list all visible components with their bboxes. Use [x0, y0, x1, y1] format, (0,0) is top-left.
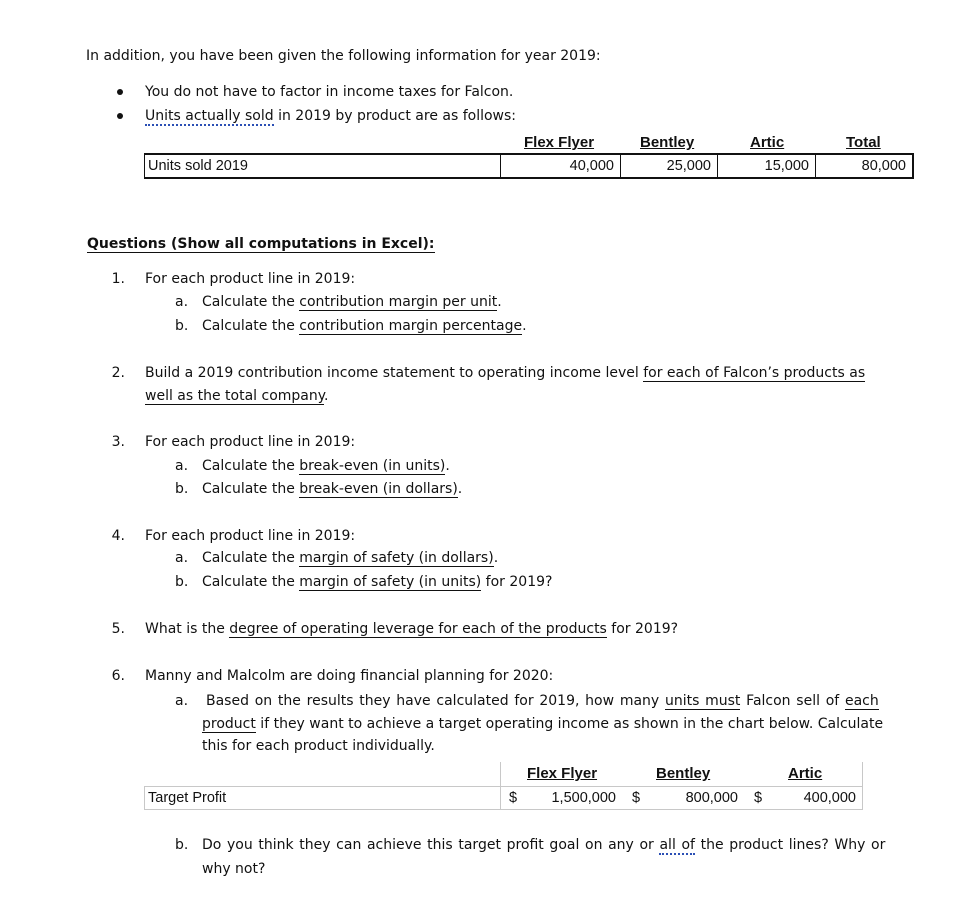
q6-a-letter: a. — [175, 693, 189, 709]
bullet-dot — [117, 89, 123, 95]
table-gridline — [500, 762, 501, 810]
q6-b-line1: Do you think they can achieve this target profit goal on any or all of the product lines? Why or — [202, 837, 886, 853]
target-bentley: 800,000 — [685, 790, 738, 806]
table-gridline — [862, 762, 863, 810]
q1-a-letter: a. — [175, 294, 189, 310]
q3-a-letter: a. — [175, 458, 189, 474]
units-actually-sold-phrase: Units actually sold — [145, 108, 274, 124]
currency-sign: $ — [509, 790, 518, 806]
currency-sign: $ — [632, 790, 641, 806]
value-artic: 15,000 — [764, 158, 809, 174]
q6-b-line2: why not? — [202, 861, 266, 877]
table-border — [717, 153, 718, 179]
q6-b-letter: b. — [175, 837, 189, 853]
col-header-flex-flyer: Flex Flyer — [527, 765, 598, 782]
target-artic: 400,000 — [803, 790, 856, 806]
table-border — [912, 153, 914, 179]
col-header-total: Total — [846, 134, 881, 151]
table-border — [620, 153, 621, 179]
q4-number: 4. — [111, 528, 125, 544]
q3-b-letter: b. — [175, 481, 189, 497]
row-label-units-sold: Units sold 2019 — [148, 158, 248, 174]
q1-text: For each product line in 2019: — [145, 271, 356, 287]
q5-text: What is the degree of operating leverage for each of the products for 2019? — [145, 621, 679, 637]
col-header-artic: Artic — [788, 765, 823, 782]
q2-text-line1: Build a 2019 contribution income statement to operating income level for each of Falcon’s products as — [145, 365, 866, 381]
value-total: 80,000 — [861, 158, 906, 174]
q6-a-line1: Based on the results they have calculated for 2019, how many units must Falcon sell of each — [206, 693, 879, 709]
table-border — [815, 153, 816, 179]
value-bentley: 25,000 — [666, 158, 711, 174]
q4-a-text: Calculate the margin of safety (in dollars). — [202, 550, 499, 566]
q6-a-line3: this for each product individually. — [202, 738, 435, 754]
q2-text-line2: well as the total company. — [145, 388, 329, 404]
table-border — [144, 153, 914, 155]
q4-b-letter: b. — [175, 574, 189, 590]
q1-b-letter: b. — [175, 318, 189, 334]
table-gridline — [144, 809, 863, 810]
q3-number: 3. — [111, 434, 125, 450]
target-flex-flyer: 1,500,000 — [551, 790, 616, 806]
q5-number: 5. — [111, 621, 125, 637]
bullet-dot — [117, 113, 123, 119]
q2-number: 2. — [111, 365, 125, 381]
col-header-artic: Artic — [750, 134, 785, 151]
table-gridline — [144, 786, 145, 810]
bullet-income-taxes: You do not have to factor in income taxes for Falcon. — [145, 84, 514, 100]
value-flex-flyer: 40,000 — [569, 158, 614, 174]
col-header-bentley: Bentley — [640, 134, 695, 151]
q4-a-letter: a. — [175, 550, 189, 566]
col-header-flex-flyer: Flex Flyer — [524, 134, 595, 151]
table-gridline — [144, 786, 863, 787]
q1-number: 1. — [111, 271, 125, 287]
q6-text: Manny and Malcolm are doing financial planning for 2020: — [145, 668, 554, 684]
q3-text: For each product line in 2019: — [145, 434, 356, 450]
intro-text: In addition, you have been given the following information for year 2019: — [86, 48, 601, 64]
table-border — [144, 177, 914, 179]
row-label-target-profit: Target Profit — [148, 790, 227, 806]
q1-b-text: Calculate the contribution margin percentage. — [202, 318, 527, 334]
currency-sign: $ — [754, 790, 763, 806]
q1-a-text: Calculate the contribution margin per unit. — [202, 294, 502, 310]
col-header-bentley: Bentley — [656, 765, 711, 782]
q6-a-line2: product if they want to achieve a target operating income as shown in the chart below. Calculate — [202, 716, 884, 732]
questions-heading: Questions (Show all computations in Excel): — [87, 236, 435, 252]
q6-number: 6. — [111, 668, 125, 684]
table-border — [500, 153, 501, 179]
table-border — [144, 153, 145, 179]
bullet-units-sold: Units actually sold in 2019 by product are as follows: — [145, 108, 516, 124]
q4-text: For each product line in 2019: — [145, 528, 356, 544]
q4-b-text: Calculate the margin of safety (in units) for 2019? — [202, 574, 553, 590]
q3-a-text: Calculate the break-even (in units). — [202, 458, 450, 474]
q3-b-text: Calculate the break-even (in dollars). — [202, 481, 463, 497]
